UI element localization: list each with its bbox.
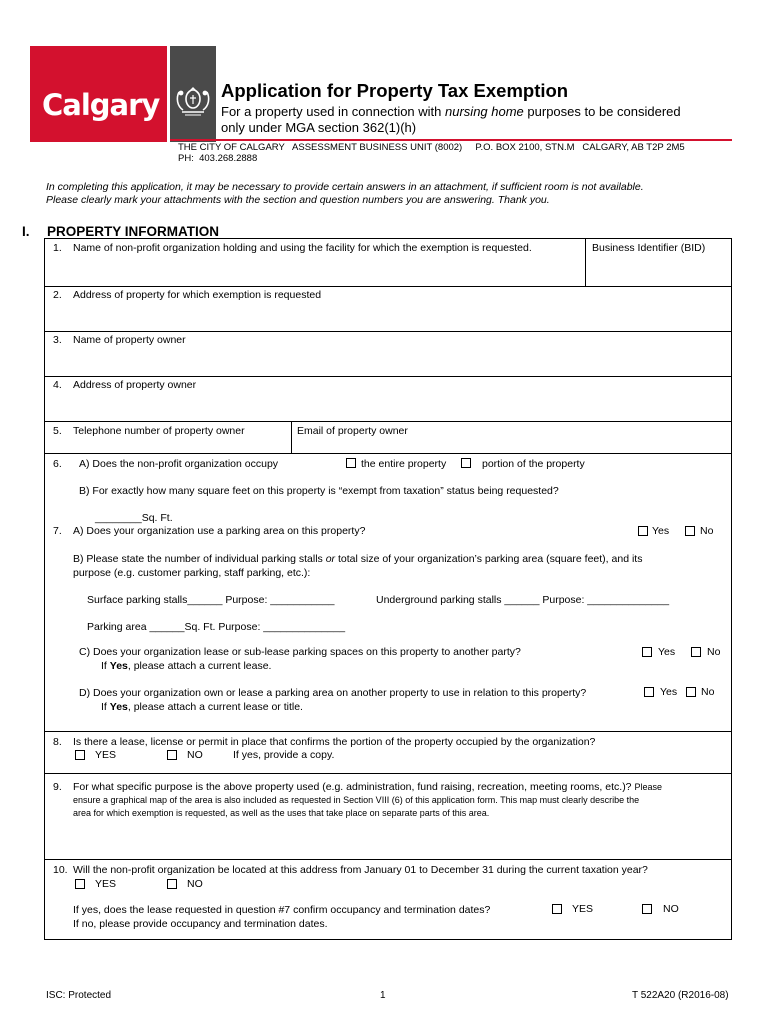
instructions: In completing this application, it may be necessary to provide certain answers in an attachment, if sufficient room is not available. Please clearly mark your attachments with the section and question numbers you are answering. Thank you.: [46, 181, 644, 206]
q5-email-label: Email of property owner: [297, 425, 408, 437]
q8-yes-label: YES: [95, 749, 117, 761]
q6b-label: B) For exactly how many square feet on this property is “exempt from taxation” status being requested?: [79, 485, 559, 497]
page-number: 1: [380, 990, 386, 1001]
q10-number: 10.: [53, 864, 68, 876]
city-crest-panel: [170, 46, 216, 142]
surface-parking-field[interactable]: Surface parking stalls______ Purpose: ___________: [87, 594, 335, 606]
q8-note: If yes, provide a copy.: [233, 749, 335, 761]
q5-number: 5.: [53, 425, 62, 437]
q9-note-line1: ensure a graphical map of the area is also included as requested in Section VIII (6) of this application form. This map must clearly describe the: [73, 795, 640, 805]
q4-label: Address of property owner: [73, 379, 197, 391]
header-divider: [170, 139, 732, 141]
q7d-no-label: No: [701, 686, 715, 698]
q7d-label: D) Does your organization own or lease a parking area on another property to use in relation to this property?: [79, 687, 587, 699]
q8-no-label: NO: [187, 749, 203, 761]
q10-yes-checkbox[interactable]: [75, 879, 85, 889]
q5-phone-label: Telephone number of property owner: [73, 425, 245, 437]
q6b-sqft-field[interactable]: ________Sq. Ft.: [95, 512, 173, 524]
q7c-no-checkbox[interactable]: [691, 647, 701, 657]
q10-ifno-label: If no, please provide occupancy and termination dates.: [73, 918, 328, 930]
q9-label: For what specific purpose is the above property used (e.g. administration, fund raising, recreation, meeting rooms, etc.)? Please: [73, 781, 662, 793]
form-subtitle: For a property used in connection with nursing home purposes to be considered only under MGA section 362(1)(h): [221, 104, 681, 135]
property-information-form: [44, 238, 732, 940]
q7b-label: B) Please state the number of individual parking stalls or total size of your organization’s parking area (square feet), and its: [73, 553, 643, 565]
q10-lease-no-checkbox[interactable]: [642, 904, 652, 914]
q10-yes-label: YES: [95, 878, 117, 890]
q7a-no-checkbox[interactable]: [685, 526, 695, 536]
q2-label: Address of property for which exemption is requested: [73, 289, 322, 301]
q3-label: Name of property owner: [73, 334, 186, 346]
q8-label: Is there a lease, license or permit in place that confirms the portion of the property occupied by the organization?: [73, 736, 596, 748]
q7a-no-label: No: [700, 525, 714, 537]
q7-number: 7.: [53, 525, 62, 537]
footer-classification: ISC: Protected: [46, 990, 112, 1001]
q7d-yes-label: Yes: [660, 686, 678, 698]
q10-lease-yes-label: YES: [572, 903, 594, 915]
city-logo: [30, 46, 167, 142]
q6a-label: A) Does the non-profit organization occupy: [79, 458, 279, 470]
q1-number: 1.: [53, 242, 62, 254]
entire-property-label: the entire property: [361, 458, 447, 470]
section-numeral: I.: [22, 224, 30, 239]
q3-number: 3.: [53, 334, 62, 346]
city-logo-text: Calgary: [42, 88, 160, 122]
q7c-note: If Yes, please attach a current lease.: [101, 660, 272, 672]
q7c-yes-checkbox[interactable]: [642, 647, 652, 657]
q10-no-label: NO: [187, 878, 203, 890]
q7a-yes-label: Yes: [652, 525, 670, 537]
q6-number: 6.: [53, 458, 62, 470]
q10-label: Will the non-profit organization be located at this address from January 01 to December 31 during the current taxation year?: [73, 864, 648, 876]
q2-number: 2.: [53, 289, 62, 301]
q1-label: Name of non-profit organization holding and using the facility for which the exemption is requested.: [73, 242, 532, 254]
q7d-no-checkbox[interactable]: [686, 687, 696, 697]
q7c-label: C) Does your organization lease or sub-lease parking spaces on this property to another party?: [79, 646, 521, 658]
q9-note-line2: area for which exemption is requested, as well as the uses that take place on separate parts of this area.: [73, 808, 490, 818]
q7a-yes-checkbox[interactable]: [638, 526, 648, 536]
q7c-no-label: No: [707, 646, 721, 658]
q10-ifyes-label: If yes, does the lease requested in question #7 confirm occupancy and termination dates?: [73, 904, 491, 916]
q7a-label: A) Does your organization use a parking area on this property?: [73, 525, 366, 537]
q4-number: 4.: [53, 379, 62, 391]
q7d-note: If Yes, please attach a current lease or title.: [101, 701, 303, 713]
q9-number: 9.: [53, 781, 62, 793]
form-title: Application for Property Tax Exemption: [221, 80, 569, 101]
q8-number: 8.: [53, 736, 62, 748]
q10-lease-yes-checkbox[interactable]: [552, 904, 562, 914]
section-title: PROPERTY INFORMATION: [47, 224, 220, 239]
q7c-yes-label: Yes: [658, 646, 676, 658]
q8-no-checkbox[interactable]: [167, 750, 177, 760]
form-code: T 522A20 (R2016-08): [632, 990, 729, 1001]
q10-lease-no-label: NO: [663, 903, 679, 915]
q7d-yes-checkbox[interactable]: [644, 687, 654, 697]
office-address: THE CITY OF CALGARY ASSESSMENT BUSINESS UNIT (8002) P.O. BOX 2100, STN.M CALGARY, AB T2P 2M5 PH: 403.268.2888: [178, 142, 685, 164]
city-crest-icon: [174, 84, 212, 118]
bid-label: Business Identifier (BID): [592, 242, 706, 254]
portion-property-label: portion of the property: [482, 458, 585, 470]
entire-property-checkbox[interactable]: [346, 458, 356, 468]
underground-parking-field[interactable]: Underground parking stalls ______ Purpose: ______________: [376, 594, 670, 606]
q8-yes-checkbox[interactable]: [75, 750, 85, 760]
portion-property-checkbox[interactable]: [461, 458, 471, 468]
q10-no-checkbox[interactable]: [167, 879, 177, 889]
q7b-label-line2: purpose (e.g. customer parking, staff parking, etc.):: [73, 567, 311, 579]
parking-area-field[interactable]: Parking area ______Sq. Ft. Purpose: ______________: [87, 621, 346, 633]
